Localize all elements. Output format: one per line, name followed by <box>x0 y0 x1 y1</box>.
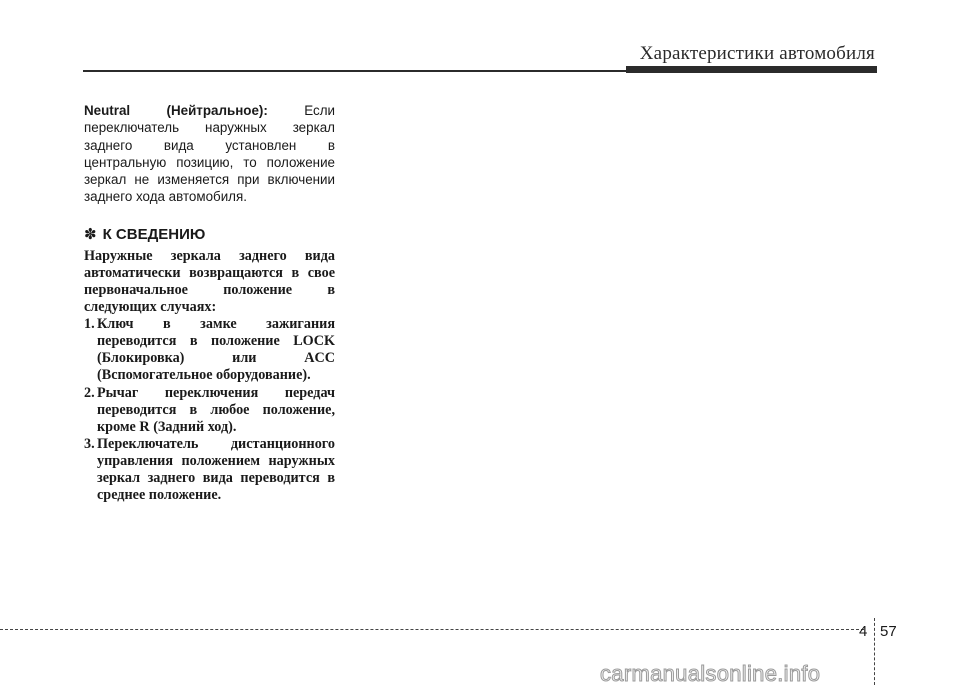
list-item-text: Переключатель дистанционного управления положением наружных зеркал заднего вида переводится в среднее положение. <box>97 435 335 504</box>
neutral-description: Если переключатель наружных зеркал заднего вида установлен в центральную позицию, то положение зеркал не изменяется при включении заднего хода автомобиля. <box>84 103 335 205</box>
neutral-term: Neutral (Нейтральное): <box>84 103 268 118</box>
neutral-paragraph <box>84 102 335 206</box>
watermark-text: carmanualsonline.info <box>600 661 821 686</box>
list-item-text: Ключ в замке зажигания переводится в положение LOCK (Блокировка) или ACC (Вспомогательное оборудование). <box>97 316 335 384</box>
list-item-number: 2. <box>84 384 95 401</box>
page-header-title: Характеристики автомобиля <box>639 43 875 64</box>
header-bar <box>626 66 877 73</box>
list-item <box>84 436 335 504</box>
page-number: 57 <box>880 623 897 640</box>
list-item <box>84 385 335 436</box>
text-column <box>84 102 335 504</box>
footer-dashed-rule <box>0 629 864 630</box>
notice-heading <box>84 225 335 243</box>
footer-dashed-divider <box>874 618 875 685</box>
list-item-text: Рычаг переключения передач переводится в любое положение, кроме R (Задний ход). <box>97 384 335 435</box>
list-item-number: 3. <box>84 435 95 452</box>
list-item <box>84 316 335 384</box>
notice-list <box>84 316 335 504</box>
notice-intro: Наружные зеркала заднего вида автоматически возвращаются в свое первоначальное положение в следующих случаях: <box>84 247 335 316</box>
chapter-number: 4 <box>859 623 868 640</box>
header-rule <box>83 70 626 72</box>
notice-heading-text: К СВЕДЕНИЮ <box>102 225 206 243</box>
list-item-number: 1. <box>84 316 95 333</box>
notice-asterisk-icon: ✽ <box>84 225 97 243</box>
